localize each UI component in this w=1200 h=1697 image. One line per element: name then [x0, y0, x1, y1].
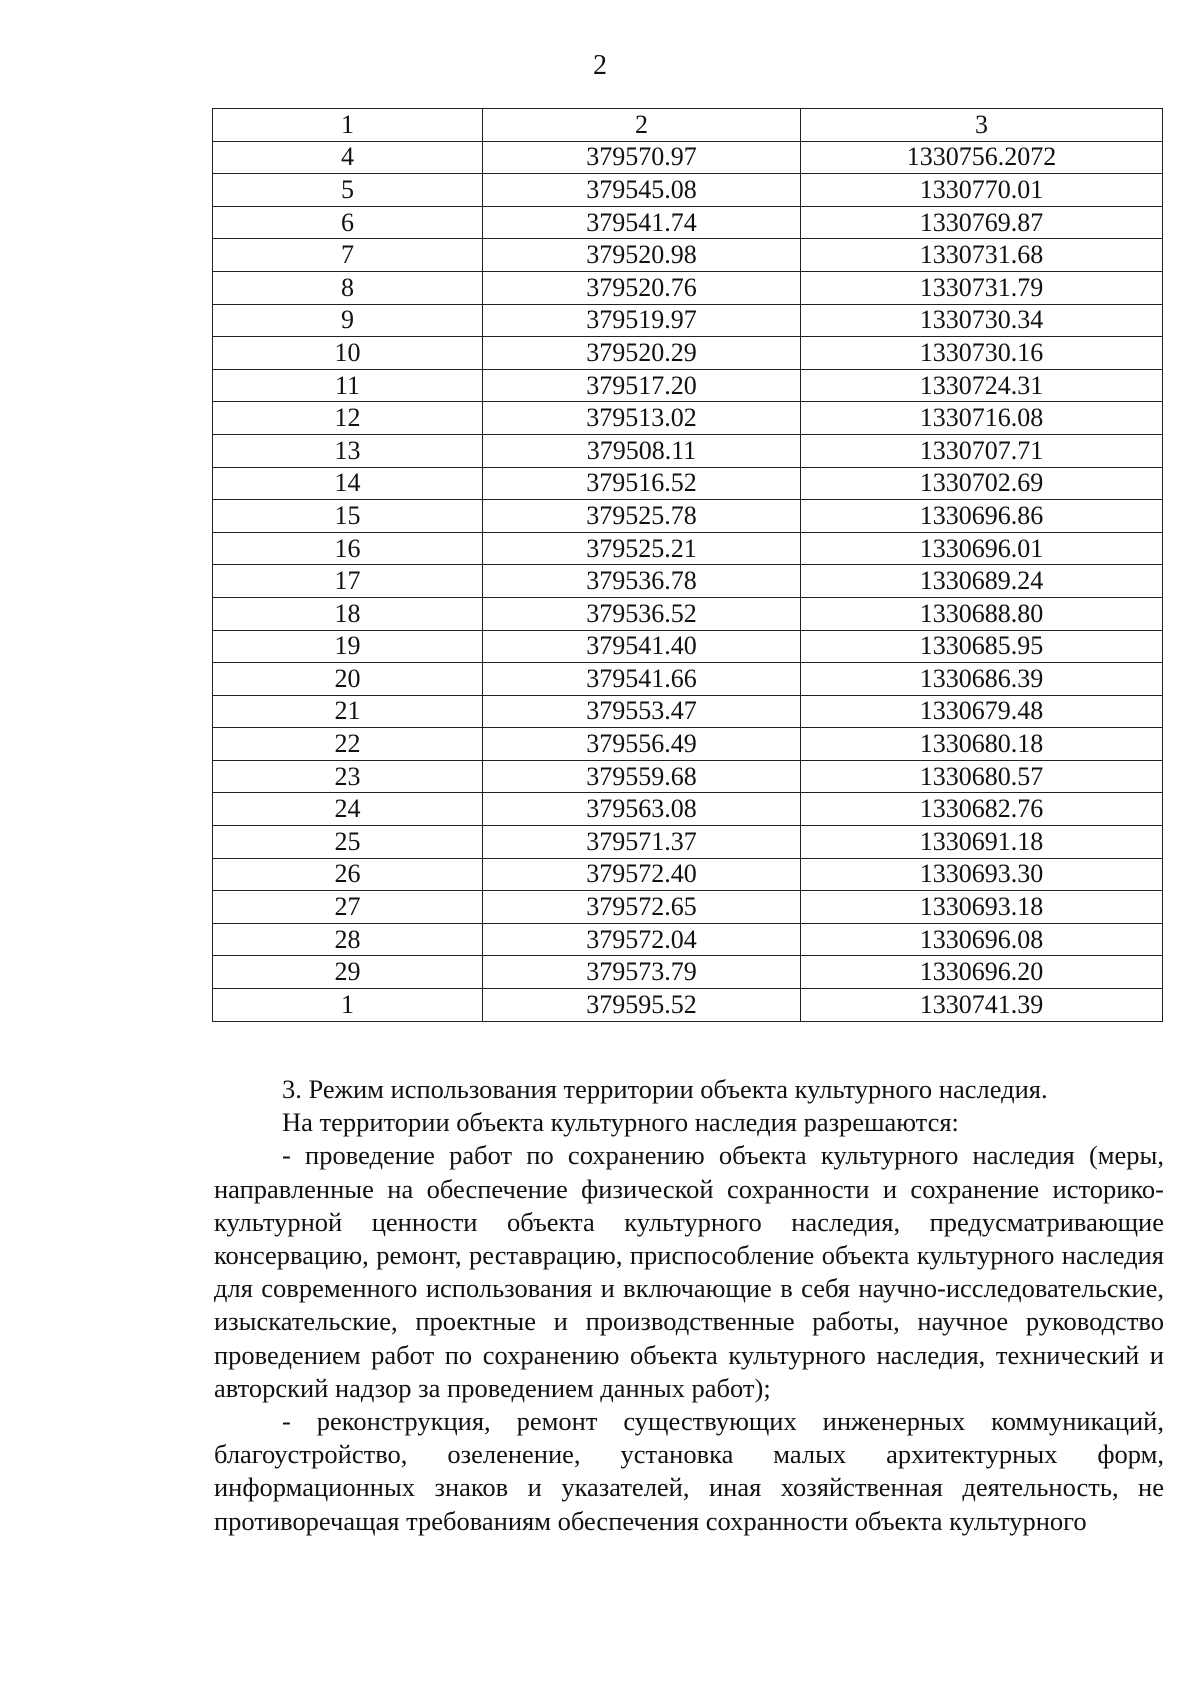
coordinates-table-body: [213, 109, 1163, 1022]
y-coordinate-cell: 1330691.18: [801, 826, 1163, 859]
x-coordinate-cell: 379572.04: [483, 923, 801, 956]
header-cell-y: 3: [801, 109, 1163, 142]
table-row: [213, 728, 1163, 761]
point-number-cell: 27: [213, 891, 483, 924]
point-number-cell: 16: [213, 532, 483, 565]
x-coordinate-cell: 379595.52: [483, 989, 801, 1022]
table-row: [213, 467, 1163, 500]
table-row: [213, 500, 1163, 533]
x-coordinate-cell: 379541.66: [483, 663, 801, 696]
table-row: [213, 597, 1163, 630]
point-number-cell: 25: [213, 826, 483, 859]
table-row: [213, 304, 1163, 337]
y-coordinate-cell: 1330770.01: [801, 174, 1163, 207]
y-coordinate-cell: 1330696.08: [801, 923, 1163, 956]
x-coordinate-cell: 379520.98: [483, 239, 801, 272]
x-coordinate-cell: 379516.52: [483, 467, 801, 500]
y-coordinate-cell: 1330680.18: [801, 728, 1163, 761]
table-row: [213, 858, 1163, 891]
y-coordinate-cell: 1330716.08: [801, 402, 1163, 435]
table-row: [213, 174, 1163, 207]
point-number-cell: 22: [213, 728, 483, 761]
point-number-cell: 10: [213, 337, 483, 370]
regulation-text: [214, 1073, 1164, 1538]
x-coordinate-cell: 379520.29: [483, 337, 801, 370]
point-number-cell: 7: [213, 239, 483, 272]
point-number-cell: 5: [213, 174, 483, 207]
y-coordinate-cell: 1330730.34: [801, 304, 1163, 337]
table-row: [213, 239, 1163, 272]
section-lead: На территории объекта культурного наследия разрешаются:: [282, 1107, 959, 1138]
y-coordinate-cell: 1330702.69: [801, 467, 1163, 500]
table-row: [213, 630, 1163, 663]
y-coordinate-cell: 1330696.01: [801, 532, 1163, 565]
table-row: [213, 271, 1163, 304]
point-number-cell: 11: [213, 369, 483, 402]
x-coordinate-cell: 379571.37: [483, 826, 801, 859]
header-cell-point: 1: [213, 109, 483, 142]
x-coordinate-cell: 379519.97: [483, 304, 801, 337]
point-number-cell: 15: [213, 500, 483, 533]
y-coordinate-cell: 1330689.24: [801, 565, 1163, 598]
x-coordinate-cell: 379520.76: [483, 271, 801, 304]
y-coordinate-cell: 1330731.79: [801, 271, 1163, 304]
point-number-cell: 13: [213, 434, 483, 467]
point-number-cell: 24: [213, 793, 483, 826]
section-heading: 3. Режим использования территории объекта культурного наследия.: [282, 1074, 1048, 1104]
y-coordinate-cell: 1330724.31: [801, 369, 1163, 402]
table-row: [213, 760, 1163, 793]
x-coordinate-cell: 379525.21: [483, 532, 801, 565]
x-coordinate-cell: 379536.52: [483, 597, 801, 630]
table-row: [213, 565, 1163, 598]
x-coordinate-cell: 379513.02: [483, 402, 801, 435]
x-coordinate-cell: 379572.40: [483, 858, 801, 891]
x-coordinate-cell: 379563.08: [483, 793, 801, 826]
x-coordinate-cell: 379541.40: [483, 630, 801, 663]
x-coordinate-cell: 379525.78: [483, 500, 801, 533]
y-coordinate-cell: 1330693.30: [801, 858, 1163, 891]
x-coordinate-cell: 379536.78: [483, 565, 801, 598]
table-row: [213, 141, 1163, 174]
point-number-cell: 19: [213, 630, 483, 663]
y-coordinate-cell: 1330696.20: [801, 956, 1163, 989]
point-number-cell: 8: [213, 271, 483, 304]
y-coordinate-cell: 1330731.68: [801, 239, 1163, 272]
permitted-item: - реконструкция, ремонт существующих инженерных коммуникаций, благоустройство, озеленение, установка малых архитектурных форм, информационных знаков и указателей, иная хозяйственная деятельность, не противоречащая требованиям обеспечения сохранности объекта культурного: [214, 1406, 1164, 1536]
point-number-cell: 23: [213, 760, 483, 793]
y-coordinate-cell: 1330756.2072: [801, 141, 1163, 174]
y-coordinate-cell: 1330696.86: [801, 500, 1163, 533]
y-coordinate-cell: 1330707.71: [801, 434, 1163, 467]
coordinates-table: [212, 108, 1163, 1022]
point-number-cell: 20: [213, 663, 483, 696]
x-coordinate-cell: 379517.20: [483, 369, 801, 402]
y-coordinate-cell: 1330685.95: [801, 630, 1163, 663]
table-row: [213, 206, 1163, 239]
point-number-cell: 9: [213, 304, 483, 337]
point-number-cell: 6: [213, 206, 483, 239]
x-coordinate-cell: 379559.68: [483, 760, 801, 793]
x-coordinate-cell: 379572.65: [483, 891, 801, 924]
x-coordinate-cell: 379573.79: [483, 956, 801, 989]
point-number-cell: 4: [213, 141, 483, 174]
x-coordinate-cell: 379541.74: [483, 206, 801, 239]
y-coordinate-cell: 1330679.48: [801, 695, 1163, 728]
x-coordinate-cell: 379508.11: [483, 434, 801, 467]
y-coordinate-cell: 1330730.16: [801, 337, 1163, 370]
x-coordinate-cell: 379556.49: [483, 728, 801, 761]
table-row: [213, 337, 1163, 370]
point-number-cell: 12: [213, 402, 483, 435]
y-coordinate-cell: 1330688.80: [801, 597, 1163, 630]
point-number-cell: 26: [213, 858, 483, 891]
table-row: [213, 826, 1163, 859]
table-header-row: [213, 109, 1163, 142]
point-number-cell: 21: [213, 695, 483, 728]
table-row: [213, 923, 1163, 956]
y-coordinate-cell: 1330741.39: [801, 989, 1163, 1022]
table-row: [213, 402, 1163, 435]
table-row: [213, 956, 1163, 989]
header-cell-x: 2: [483, 109, 801, 142]
table-row: [213, 891, 1163, 924]
x-coordinate-cell: 379553.47: [483, 695, 801, 728]
y-coordinate-cell: 1330680.57: [801, 760, 1163, 793]
table-row: [213, 663, 1163, 696]
y-coordinate-cell: 1330686.39: [801, 663, 1163, 696]
table-row: [213, 989, 1163, 1022]
table-row: [213, 793, 1163, 826]
point-number-cell: 28: [213, 923, 483, 956]
point-number-cell: 1: [213, 989, 483, 1022]
table-row: [213, 695, 1163, 728]
point-number-cell: 29: [213, 956, 483, 989]
y-coordinate-cell: 1330769.87: [801, 206, 1163, 239]
permitted-item: - проведение работ по сохранению объекта культурного наследия (меры, направленные на обеспечение физической сохранности и сохранение историко-культурной ценности объекта культурного наследия, предусматривающие консервацию, ремонт, реставрацию, приспособление объекта культурного наследия для современного использования и включающие в себя научно-исследовательские, изыскательские, проектные и производственные работы, научное руководство проведением работ по сохранению объекта культурного наследия, технический и авторский надзор за проведением данных работ);: [214, 1140, 1164, 1403]
point-number-cell: 14: [213, 467, 483, 500]
y-coordinate-cell: 1330682.76: [801, 793, 1163, 826]
x-coordinate-cell: 379570.97: [483, 141, 801, 174]
page-number: 2: [593, 50, 607, 81]
y-coordinate-cell: 1330693.18: [801, 891, 1163, 924]
point-number-cell: 17: [213, 565, 483, 598]
x-coordinate-cell: 379545.08: [483, 174, 801, 207]
table-row: [213, 369, 1163, 402]
table-row: [213, 434, 1163, 467]
table-row: [213, 532, 1163, 565]
point-number-cell: 18: [213, 597, 483, 630]
